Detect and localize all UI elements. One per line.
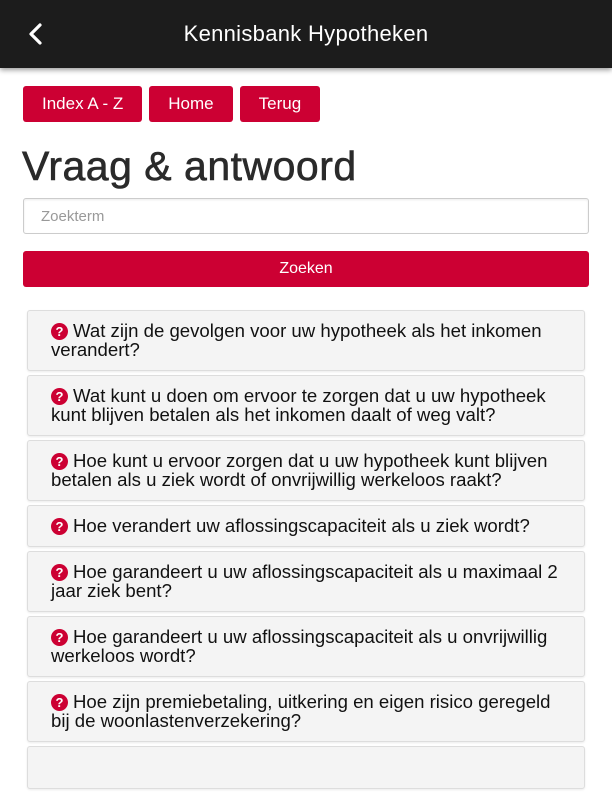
question-item[interactable] xyxy=(27,440,585,501)
question-text: Hoe kunt u ervoor zorgen dat u uw hypotheek kunt blijven betalen als u ziek wordt of onvrijwillig werkeloos raakt? xyxy=(51,450,548,490)
home-button[interactable]: Home xyxy=(149,86,232,122)
question-circle-icon: ? xyxy=(51,694,68,711)
question-circle-icon: ? xyxy=(51,453,68,470)
question-text: Hoe garandeert u uw aflossingscapaciteit als u onvrijwillig werkeloos wordt? xyxy=(51,626,548,666)
question-text: Hoe verandert uw aflossingscapaciteit als u ziek wordt? xyxy=(73,515,530,536)
app-header xyxy=(0,0,612,68)
back-text-button[interactable]: Terug xyxy=(240,86,321,122)
question-list xyxy=(27,310,585,793)
question-text: Wat kunt u doen om ervoor te zorgen dat u uw hypotheek kunt blijven betalen als het inkomen daalt of weg valt? xyxy=(51,385,546,425)
question-text: Wat zijn de gevolgen voor uw hypotheek als het inkomen verandert? xyxy=(51,320,542,360)
question-item-partial[interactable] xyxy=(27,746,585,789)
question-item[interactable] xyxy=(27,616,585,677)
question-item[interactable] xyxy=(27,375,585,436)
question-item[interactable] xyxy=(27,681,585,742)
page-title: Vraag & antwoord xyxy=(22,143,357,189)
question-text: Hoe garandeert u uw aflossingscapaciteit als u maximaal 2 jaar ziek bent? xyxy=(51,561,558,601)
app-title: Kennisbank Hypotheken xyxy=(183,21,429,46)
question-text: Hoe zijn premiebetaling, uitkering en eigen risico geregeld bij de woonlastenverzekering? xyxy=(51,691,551,731)
question-circle-icon: ? xyxy=(51,518,68,535)
question-circle-icon: ? xyxy=(51,388,68,405)
nav-buttons xyxy=(23,86,320,122)
question-item[interactable] xyxy=(27,551,585,612)
question-circle-icon: ? xyxy=(51,564,68,581)
question-item[interactable] xyxy=(27,505,585,547)
question-item[interactable] xyxy=(27,310,585,371)
question-circle-icon: ? xyxy=(51,323,68,340)
index-a-z-button[interactable]: Index A - Z xyxy=(23,86,142,122)
search-button[interactable]: Zoeken xyxy=(23,251,589,287)
question-circle-icon: ? xyxy=(51,629,68,646)
search-input[interactable] xyxy=(23,198,589,234)
